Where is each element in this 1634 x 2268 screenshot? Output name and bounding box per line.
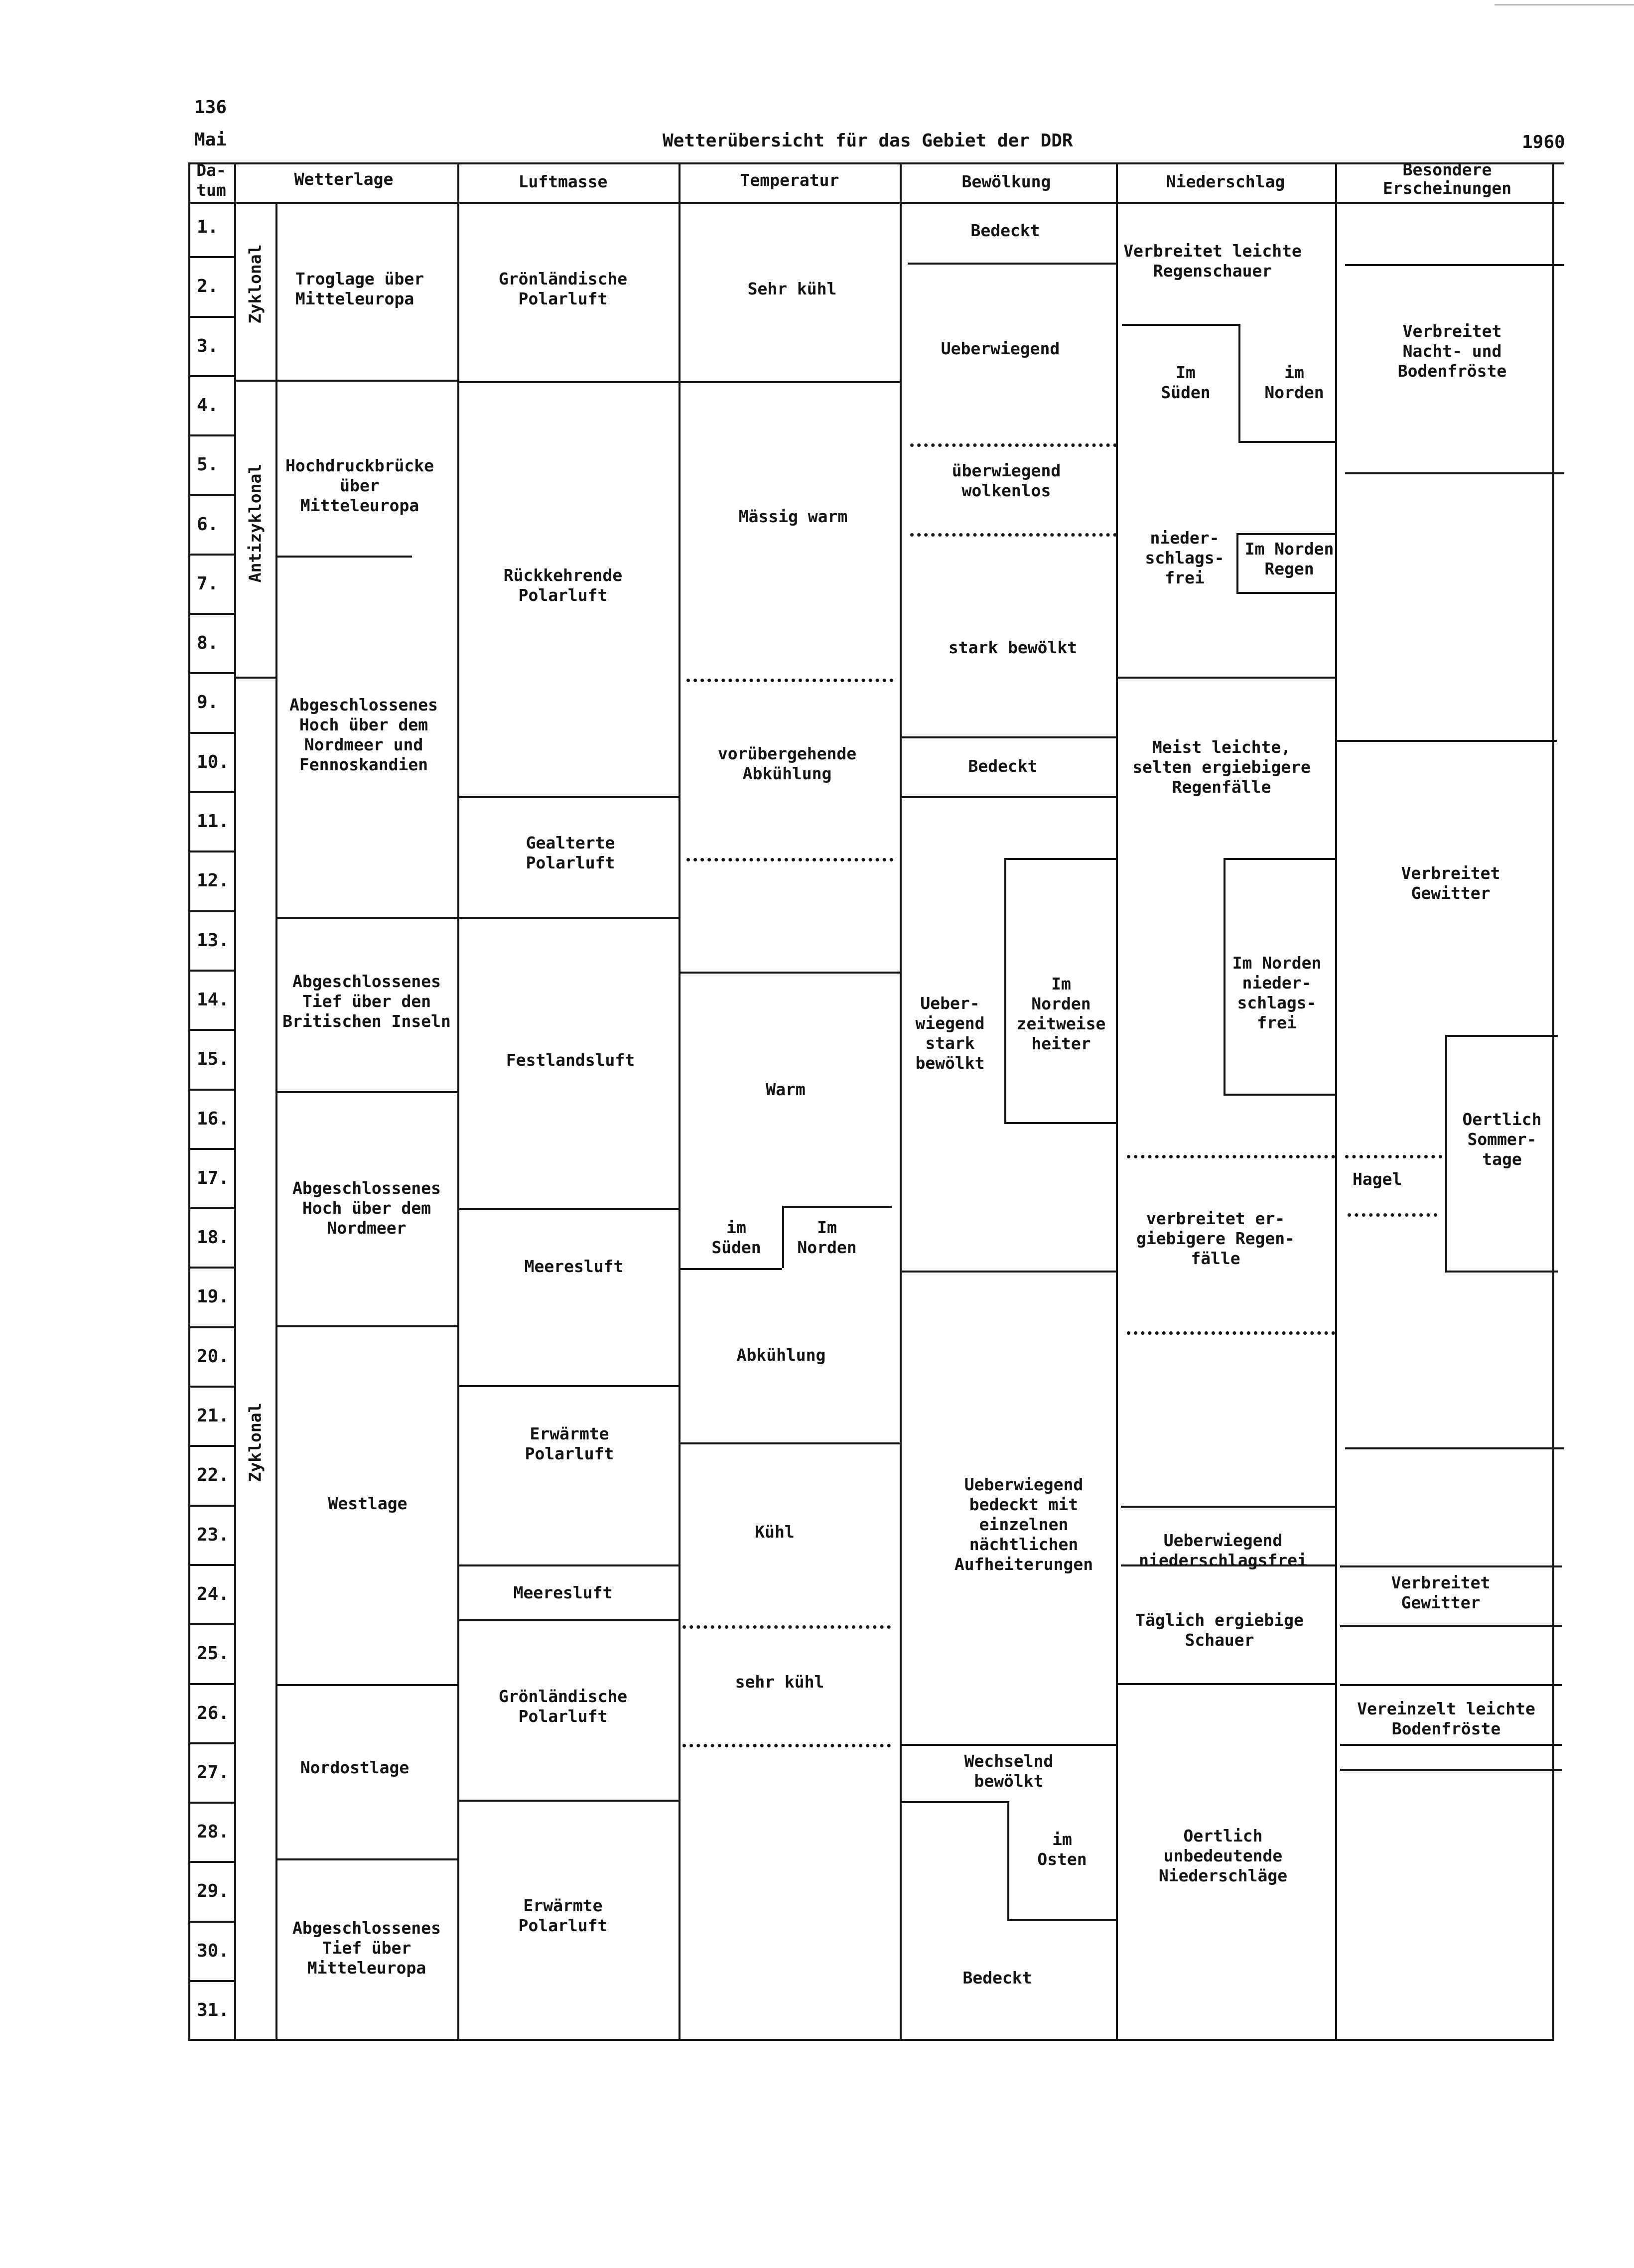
temperatur-6: Abkühlung	[736, 1345, 826, 1365]
bewoelkung-9: Wechselnd bewölkt	[964, 1751, 1054, 1791]
luftmasse-5: Meeresluft	[524, 1257, 624, 1276]
bew-split-vert-2	[1007, 1801, 1009, 1921]
bew-sep-9	[1007, 1919, 1116, 1921]
luftmasse-1: Grönländische Polarluft	[498, 269, 628, 308]
day-row-separator	[188, 494, 234, 496]
temp-split-vert	[782, 1206, 784, 1268]
day-number: 6.	[197, 514, 219, 535]
day-number: 9.	[197, 692, 219, 713]
day-row-separator	[188, 613, 234, 615]
besondere-2: Verbreitet Gewitter	[1401, 863, 1500, 903]
luftmasse-2: Rückkehrende Polarluft	[503, 566, 623, 605]
wetter-sep-7	[275, 1858, 457, 1860]
day-number: 12.	[197, 870, 230, 891]
corner-rule	[1495, 4, 1634, 5]
wetter-sep-6	[275, 1684, 457, 1686]
bew-sep-6	[900, 1271, 1116, 1273]
day-row-separator	[188, 1386, 234, 1388]
day-number: 2.	[197, 276, 219, 297]
month-label: Mai	[194, 130, 227, 150]
day-row-separator	[188, 1505, 234, 1507]
day-number: 3.	[197, 335, 219, 356]
temperatur-3: vorübergehende Abkühlung	[717, 744, 857, 783]
header-bottom-border	[188, 202, 1564, 204]
day-number: 19.	[197, 1286, 230, 1307]
bew-sep-8	[900, 1801, 1009, 1803]
temp-dots-1	[686, 679, 893, 682]
day-number: 15.	[197, 1049, 230, 1070]
day-row-separator	[188, 1207, 234, 1209]
bew-split-vert-1	[1004, 858, 1006, 1124]
bes-sep-4	[1447, 1035, 1558, 1037]
wetterlage-2: Hochdruckbrücke über Mitteleuropa	[285, 456, 434, 515]
day-row-separator	[188, 732, 234, 734]
nied-dots-1	[1127, 1155, 1335, 1158]
niederschlag-7: verbreitet er- giebigere Regen- fälle	[1136, 1209, 1295, 1268]
day-row-separator	[188, 1029, 234, 1031]
bewoelkung-10: im Osten	[1037, 1830, 1087, 1869]
day-number: 24.	[197, 1583, 230, 1604]
table-right-border	[1552, 162, 1554, 2041]
besondere-3: Oertlich Sommer- tage	[1462, 1110, 1542, 1169]
temp-dots-4	[682, 1744, 891, 1747]
besondere-5: Verbreitet Gewitter	[1391, 1573, 1491, 1612]
header-temperatur: Temperatur	[740, 170, 839, 190]
nied-split-vert-2	[1236, 533, 1238, 593]
wetterlage-3: Abgeschlossenes Hoch über dem Nordmeer und Fennoskandien	[289, 695, 438, 774]
niederschlag-9: Täglich ergiebige Schauer	[1135, 1610, 1304, 1650]
zirkulation-label-3: Zyklonal	[245, 1403, 265, 1482]
niederschlag-8: Ueberwiegend niederschlagsfrei	[1139, 1531, 1307, 1570]
bewoelkung-4: stark bewölkt	[948, 638, 1078, 657]
day-number: 25.	[197, 1643, 230, 1664]
bew-sep-5	[1004, 1122, 1116, 1124]
niederschlag-1: Verbreitet leichte Regenschauer	[1123, 241, 1302, 281]
day-row-separator	[188, 1326, 234, 1328]
temperatur-8: sehr kühl	[735, 1672, 824, 1692]
bewoelkung-11: Bedeckt	[962, 1968, 1032, 1987]
temp-sep-2	[679, 972, 900, 974]
bewoelkung-1: Bedeckt	[970, 221, 1040, 240]
temp-sep-5	[679, 1442, 900, 1444]
day-row-separator	[188, 791, 234, 793]
day-row-separator	[188, 554, 234, 556]
bes-sep-2	[1345, 472, 1564, 474]
temp-dots-2	[686, 858, 893, 861]
bew-sep-1	[908, 263, 1117, 265]
day-row-separator	[188, 970, 234, 972]
day-number: 13.	[197, 930, 230, 951]
day-number: 10.	[197, 751, 230, 772]
bes-sep-3	[1335, 740, 1557, 742]
bewoelkung-7: Im Norden zeitweise heiter	[1016, 974, 1106, 1053]
bew-dots-2	[910, 533, 1117, 537]
bewoelkung-3: überwiegend wolkenlos	[952, 461, 1061, 500]
besondere-1: Verbreitet Nacht- und Bodenfröste	[1397, 321, 1507, 381]
luftmasse-3: Gealterte Polarluft	[526, 833, 615, 872]
nied-sep-3	[1238, 533, 1335, 535]
bewoelkung-8: Ueberwiegend bedeckt mit einzelnen nächtlichen Aufheiterungen	[954, 1475, 1093, 1574]
bew-sep-2	[900, 736, 1116, 738]
col-sep-datum	[234, 162, 236, 2041]
wetter-sep-2	[275, 556, 412, 558]
day-row-separator	[188, 256, 234, 258]
niederschlag-5: Meist leichte, selten ergiebigere Regenfälle	[1132, 737, 1311, 797]
day-row-separator	[188, 1802, 234, 1804]
header-bewoelkung: Bewölkung	[961, 172, 1051, 191]
nied-sep-7	[1224, 1094, 1335, 1096]
table-left-border	[188, 162, 190, 2041]
day-row-separator	[188, 1980, 234, 1982]
nied-sep-8	[1121, 1506, 1335, 1508]
col-sep-zirkulation	[275, 202, 277, 2040]
zirkulation-label-1: Zyklonal	[245, 244, 265, 324]
bes-sep-11	[1340, 1769, 1562, 1771]
luft-sep-2	[457, 796, 679, 798]
luft-sep-5	[457, 1385, 679, 1387]
niederschlag-4: Im Norden Regen	[1244, 539, 1334, 578]
day-row-separator	[188, 1445, 234, 1447]
wetterlage-8: Abgeschlossenes Tief über Mitteleuropa	[292, 1918, 441, 1978]
temperatur-5b: Im Norden	[797, 1218, 857, 1257]
day-row-separator	[188, 434, 234, 436]
luftmasse-4: Festlandsluft	[506, 1050, 635, 1070]
day-number: 28.	[197, 1822, 230, 1843]
day-row-separator	[188, 850, 234, 852]
bes-sep-7	[1340, 1565, 1562, 1567]
nied-sep-5	[1116, 677, 1335, 679]
niederschlag-10: Oertlich unbedeutende Niederschläge	[1158, 1826, 1288, 1885]
col-sep-niederschlag	[1335, 162, 1337, 2041]
day-number: 11.	[197, 811, 230, 832]
day-row-separator	[188, 672, 234, 674]
luft-sep-4	[457, 1208, 679, 1210]
year-label: 1960	[1522, 132, 1565, 152]
luftmasse-6: Erwärmte Polarluft	[525, 1424, 614, 1463]
bewoelkung-5: Bedeckt	[968, 756, 1038, 776]
wetter-sep-3	[275, 917, 457, 919]
day-number: 20.	[197, 1346, 230, 1367]
nied-sep-6	[1226, 858, 1335, 860]
bes-sep-8	[1340, 1625, 1562, 1627]
wetterlage-5: Abgeschlossenes Hoch über dem Nordmeer	[292, 1178, 441, 1238]
luftmasse-8: Grönländische Polarluft	[498, 1687, 628, 1726]
temp-sep-3	[782, 1206, 892, 1208]
bes-sep-6	[1345, 1447, 1564, 1449]
day-number: 8.	[197, 633, 219, 654]
header-luftmasse: Luftmasse	[518, 172, 608, 191]
luftmasse-9: Erwärmte Polarluft	[518, 1896, 608, 1935]
temperatur-5a: im Süden	[711, 1218, 761, 1257]
wetter-sep-4	[275, 1091, 457, 1093]
day-row-separator	[188, 1921, 234, 1923]
day-number: 27.	[197, 1762, 230, 1783]
day-row-separator	[188, 1623, 234, 1625]
nied-split-vert-3	[1224, 858, 1226, 1095]
header-niederschlag: Niederschlag	[1166, 172, 1285, 191]
temp-sep-1	[679, 381, 900, 383]
page-title: Wetterübersicht für das Gebiet der DDR	[663, 131, 1073, 151]
col-sep-luftmasse	[679, 162, 681, 2041]
bew-sep-7	[900, 1744, 1116, 1746]
bew-sep-4	[1006, 858, 1116, 860]
day-row-separator	[188, 316, 234, 318]
day-number: 4.	[197, 395, 219, 416]
wetterlage-7: Nordostlage	[300, 1758, 409, 1777]
bes-sep-1	[1345, 264, 1564, 266]
temperatur-1: Sehr kühl	[747, 279, 837, 298]
temp-dots-3	[682, 1625, 891, 1629]
luft-sep-6	[457, 1564, 679, 1566]
niederschlag-2a: Im Süden	[1161, 363, 1211, 402]
day-number: 22.	[197, 1465, 230, 1486]
bewoelkung-6: Ueber- wiegend stark bewölkt	[915, 993, 985, 1073]
bes-sep-5	[1445, 1271, 1558, 1273]
besondere-4: Hagel	[1353, 1169, 1402, 1189]
bes-sep-10	[1340, 1744, 1562, 1746]
niederschlag-2b: im Norden	[1264, 363, 1324, 402]
col-sep-wetterlage	[457, 162, 459, 2041]
bes-split-vert	[1445, 1035, 1447, 1272]
day-number: 21.	[197, 1406, 230, 1426]
niederschlag-3: nieder- schlags- frei	[1145, 528, 1225, 587]
day-row-separator	[188, 1148, 234, 1150]
day-number: 26.	[197, 1702, 230, 1723]
wetterlage-6: Westlage	[328, 1494, 408, 1513]
day-row-separator	[188, 1683, 234, 1685]
table-top-border	[188, 162, 1564, 164]
table-bottom-border	[188, 2039, 1554, 2041]
day-row-separator	[188, 1564, 234, 1566]
temperatur-7: Kühl	[755, 1522, 795, 1542]
day-number: 5.	[197, 454, 219, 475]
nied-dots-2	[1127, 1331, 1335, 1335]
header-besondere: Besondere Erscheinungen	[1382, 160, 1512, 198]
luft-sep-1	[457, 381, 679, 383]
luft-sep-7	[457, 1619, 679, 1621]
nied-sep-1	[1122, 324, 1239, 326]
luft-sep-3	[457, 917, 679, 919]
col-sep-temperatur	[900, 162, 902, 2041]
nied-split-vert-1	[1238, 324, 1240, 442]
day-number: 29.	[197, 1881, 230, 1902]
day-number: 31.	[197, 2000, 230, 2020]
nied-sep-4	[1236, 592, 1335, 594]
day-row-separator	[188, 910, 234, 912]
day-number: 23.	[197, 1524, 230, 1545]
header-wetterlage: Wetterlage	[294, 169, 394, 189]
day-number: 30.	[197, 1940, 230, 1961]
day-row-separator	[188, 1267, 234, 1269]
bewoelkung-2: Ueberwiegend	[941, 339, 1060, 358]
nied-sep-2	[1238, 441, 1335, 443]
day-number: 14.	[197, 989, 230, 1010]
day-row-separator	[188, 375, 234, 377]
zirkulation-label-2: Antizyklonal	[245, 463, 265, 583]
nied-sep-10	[1116, 1683, 1335, 1685]
zirk-sep-1	[234, 380, 277, 382]
day-row-separator	[188, 1861, 234, 1863]
wetterlage-1: Troglage über Mitteleuropa	[295, 269, 424, 308]
day-row-separator	[188, 1742, 234, 1744]
besondere-6: Vereinzelt leichte Bodenfröste	[1357, 1699, 1535, 1738]
bes-dots-2	[1348, 1213, 1437, 1217]
day-number: 18.	[197, 1227, 230, 1248]
bew-sep-3	[900, 796, 1116, 798]
zirk-sep-2	[234, 677, 277, 679]
page-number: 136	[194, 97, 227, 118]
bew-dots-1	[910, 443, 1117, 447]
bes-dots-1	[1345, 1155, 1442, 1158]
niederschlag-6: Im Norden nieder- schlags- frei	[1232, 953, 1322, 1032]
wetterlage-4: Abgeschlossenes Tief über den Britischen Inseln	[282, 972, 451, 1031]
wetter-sep-1	[275, 380, 457, 382]
day-number: 1.	[197, 217, 219, 237]
temp-sep-4	[679, 1268, 782, 1270]
wetter-sep-5	[275, 1325, 457, 1327]
header-datum: Da- tum	[196, 160, 226, 200]
day-number: 7.	[197, 573, 219, 594]
luftmasse-7: Meeresluft	[513, 1583, 613, 1602]
day-row-separator	[188, 1089, 234, 1091]
temperatur-4: Warm	[766, 1080, 806, 1099]
day-number: 16.	[197, 1108, 230, 1129]
bes-sep-9	[1340, 1684, 1562, 1686]
day-number: 17.	[197, 1167, 230, 1188]
temperatur-2: Mässig warm	[738, 507, 848, 526]
luft-sep-8	[457, 1800, 679, 1802]
